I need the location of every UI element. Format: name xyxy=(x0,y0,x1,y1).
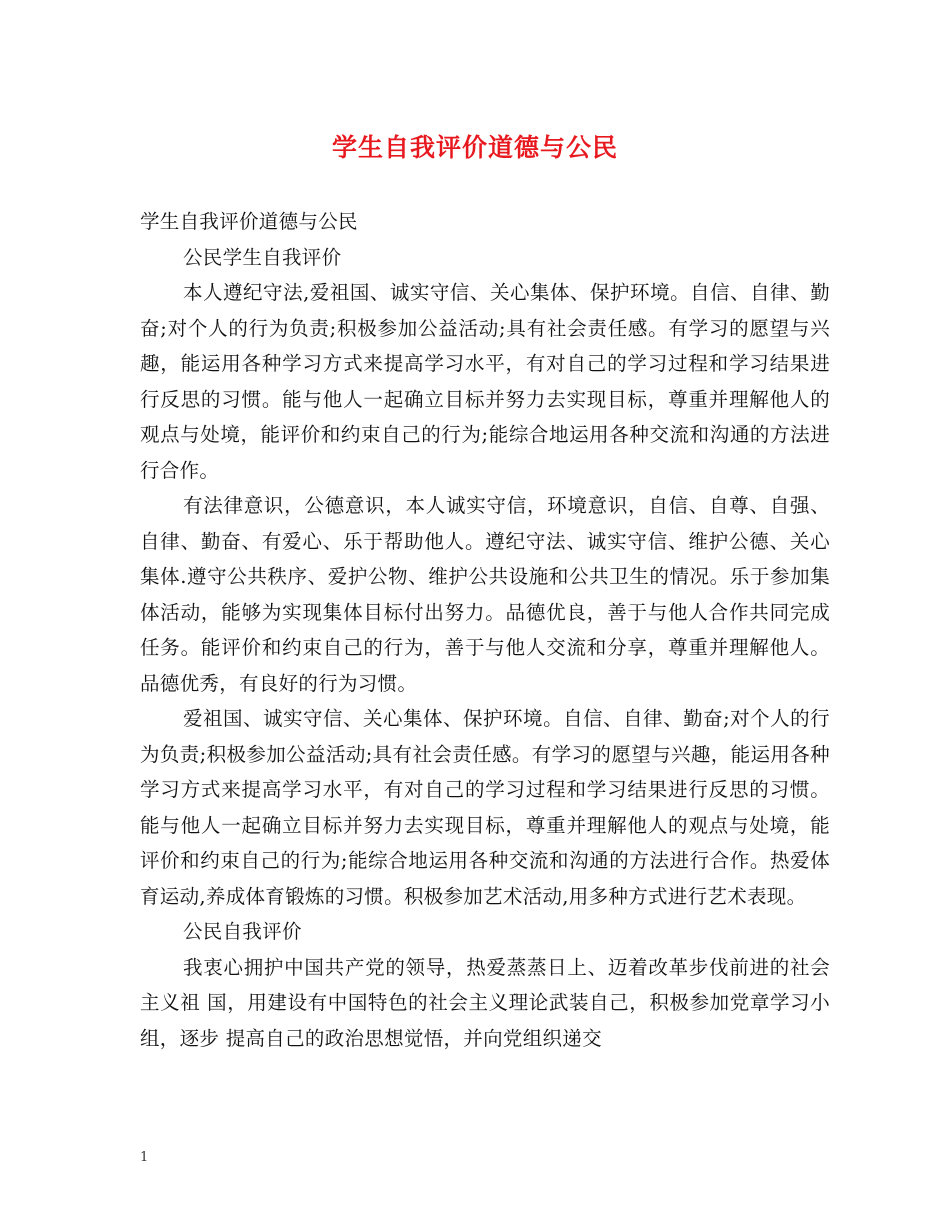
document-title: 学生自我评价道德与公民 xyxy=(331,133,618,162)
paragraph-subheading-student: 公民学生自我评价 xyxy=(183,245,342,269)
paragraph: 爱祖国、诚实守信、关心集体、保护环境。自信、自律、勤奋;对个人的行为负责;积极参加公益活动;具有社会责任感。有学习的愿望与兴趣，能运用各种学习方式来提高学习水平，有对自己的学习过程和学习结果进行反思的习惯。能与他人一起确立目标并努力去实现目标，尊重并理解他人的观点与处境，能评价和约束自己的行为;能综合地运用各种交流和沟通的方法进行合作。热爱体育运动,养成体育锻炼的习惯。积极参加艺术活动,用多种方式进行艺术表现。 xyxy=(140,707,830,908)
paragraph: 有法律意识，公德意识，本人诚实守信，环境意识，自信、自尊、自强、自律、勤奋、有爱心、乐于帮助他人。遵纪守法、诚实守信、维护公德、关心集体.遵守公共秩序、爱护公物、维护公共设施和公共卫生的情况。乐于参加集体活动，能够为实现集体目标付出努力。品德优良，善于与他人合作共同完成任务。能评价和约束自己的行为，善于与他人交流和分享，尊重并理解他人。品德优秀，有良好的行为习惯。 xyxy=(140,494,830,695)
document-body xyxy=(140,204,830,1056)
paragraph-heading: 学生自我评价道德与公民 xyxy=(140,210,358,233)
page-number: 1 xyxy=(140,1150,149,1165)
paragraph: 我衷心拥护中国共产党的领导，热爱蒸蒸日上、迈着改革步伐前进的社会主义祖 国，用建设有中国特色的社会主义理论武装自己，积极参加党章学习小组，逐步 提高自己的政治思想觉悟，并向党组织递交 xyxy=(140,955,830,1050)
paragraph-subheading-citizen: 公民自我评价 xyxy=(183,920,302,943)
paragraph: 本人遵纪守法,爱祖国、诚实守信、关心集体、保护环境。自信、自律、勤奋;对个人的行为负责;积极参加公益活动;具有社会责任感。有学习的愿望与兴趣，能运用各种学习方式来提高学习水平，有对自己的学习过程和学习结果进行反思的习惯。能与他人一起确立目标并努力去实现目标，尊重并理解他人的观点与处境，能评价和约束自己的行为;能综合地运用各种交流和沟通的方法进行合作。 xyxy=(140,281,830,482)
